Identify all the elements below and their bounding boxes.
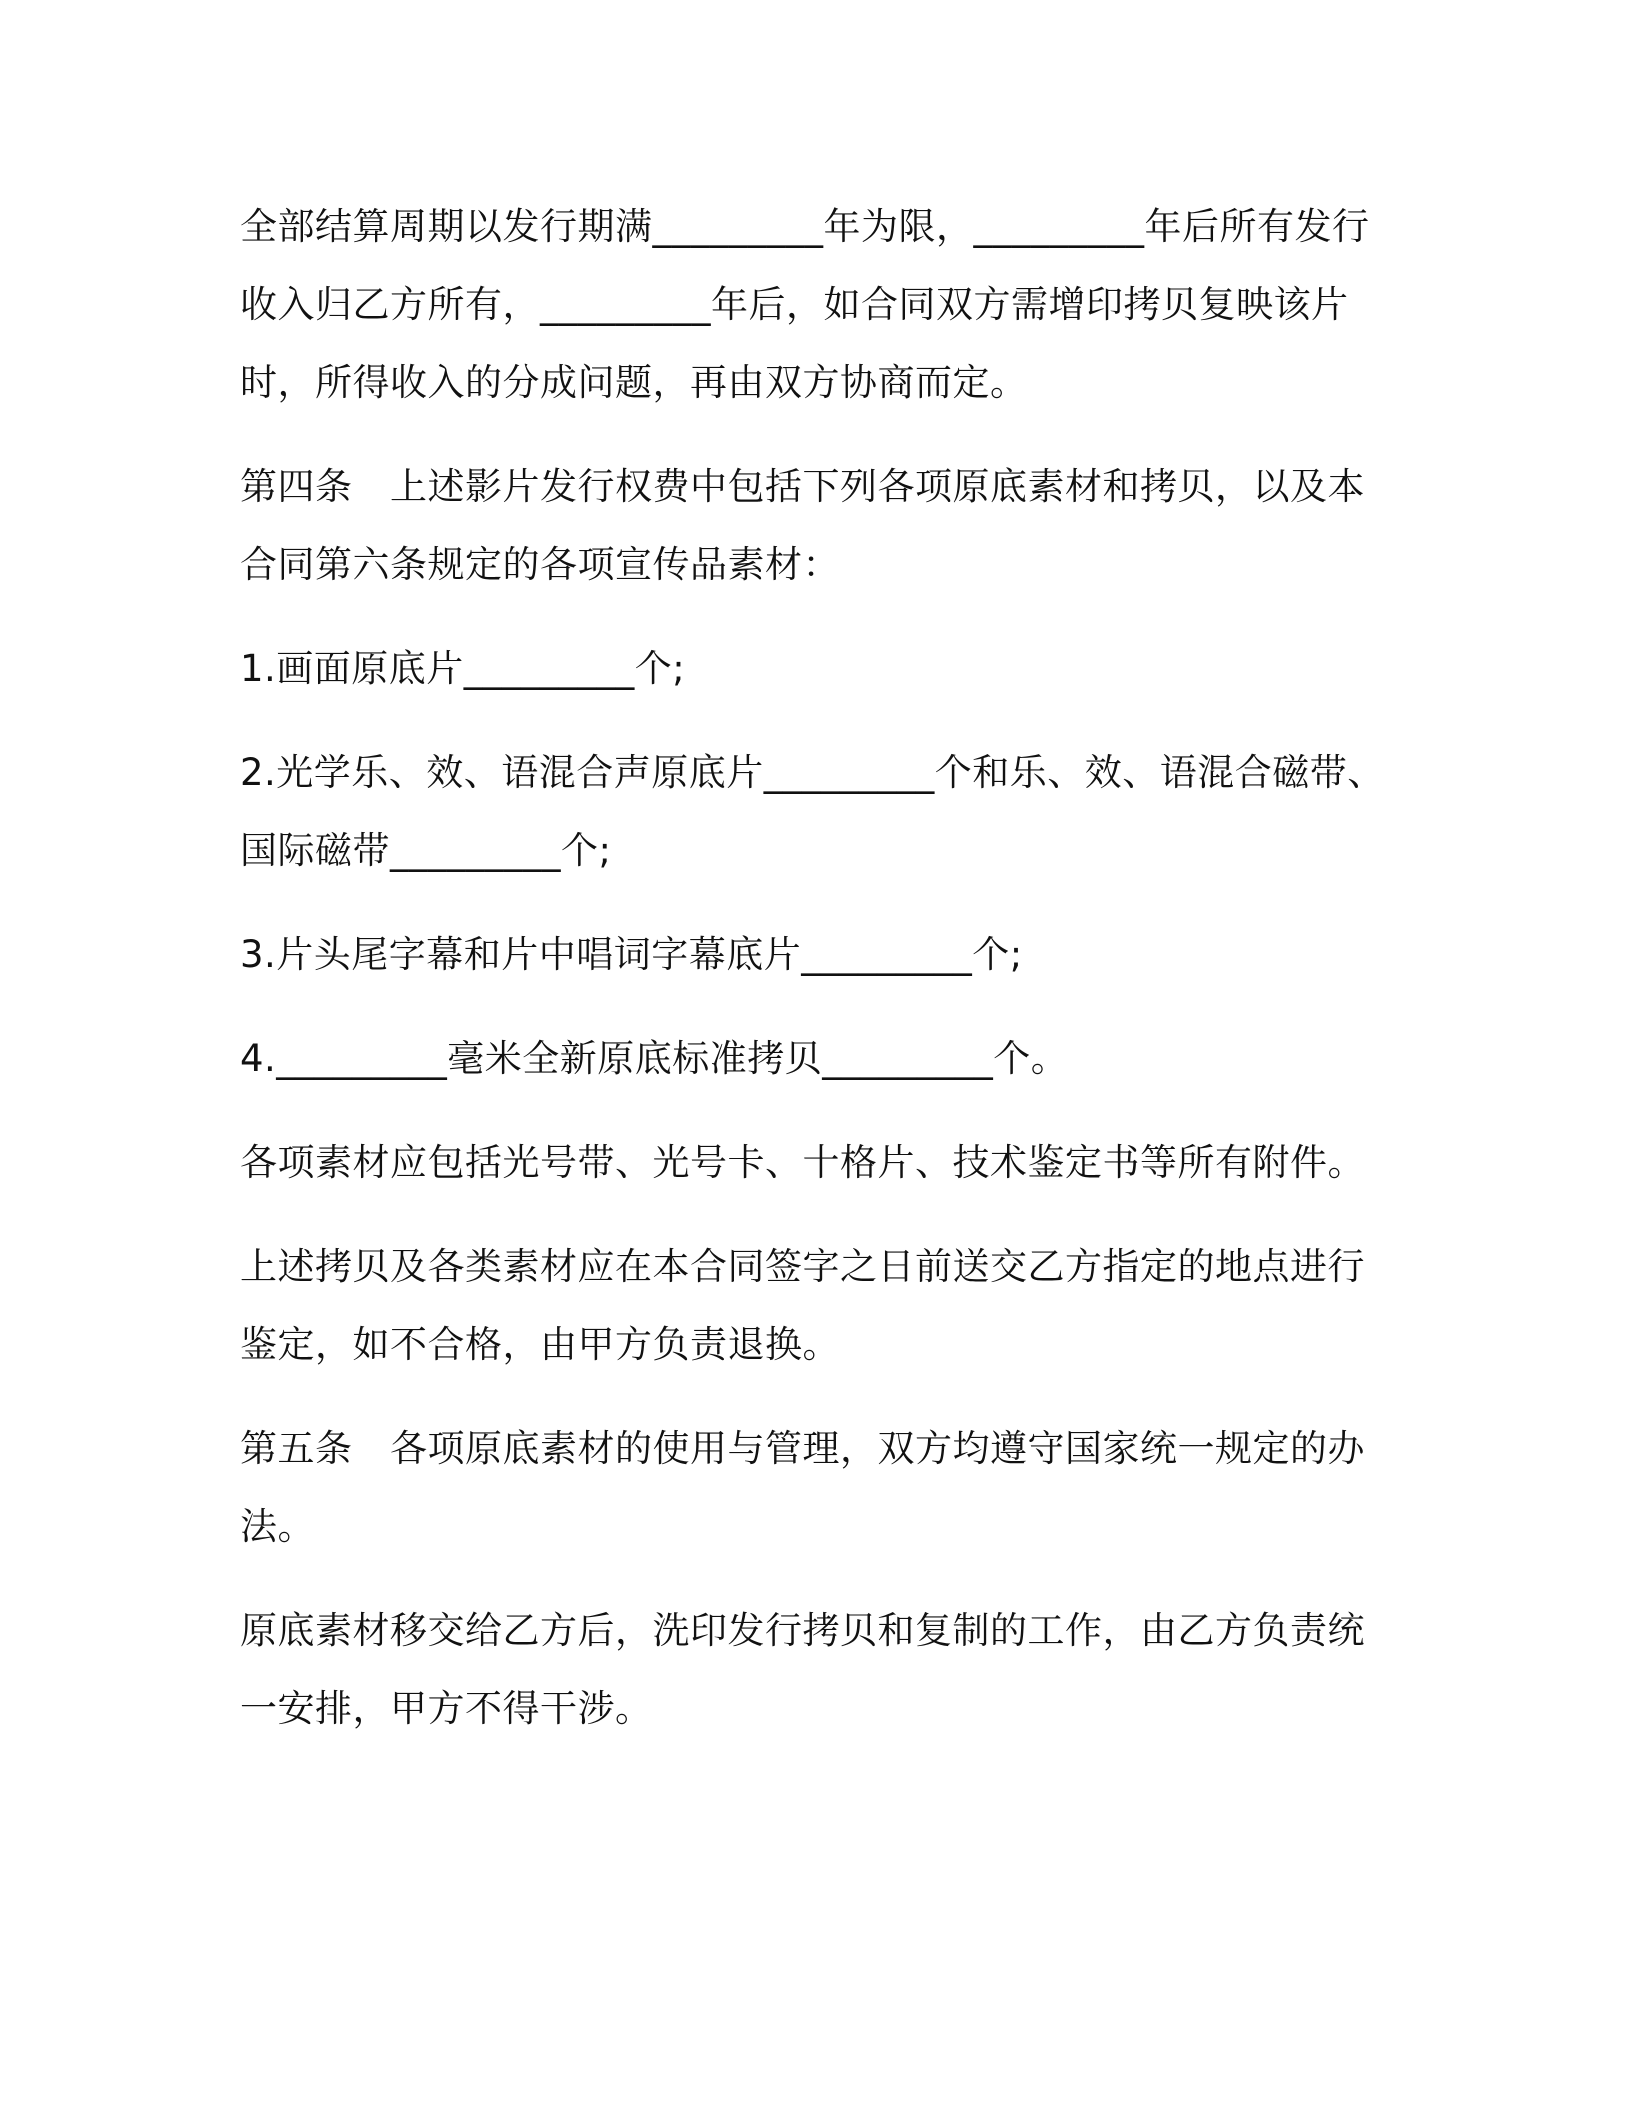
article-five-paragraph: 第五条 各项原底素材的使用与管理，双方均遵守国家统一规定的办法。: [240, 1427, 1365, 1548]
article-four-paragraph: 第四条 上述影片发行权费中包括下列各项原底素材和拷贝，以及本合同第六条规定的各项宣传品素材：: [240, 465, 1365, 586]
materials-attachments-paragraph: 各项素材应包括光号带、光号卡、十格片、技术鉴定书等所有附件。: [240, 1141, 1365, 1184]
document-page: [240, 188, 1390, 1774]
settlement-period-paragraph: 全部结算周期以发行期满_________年为限，_________年后所有发行收入归乙方所有，_________年后，如合同双方需增印拷贝复映该片时，所得收入的分成问题，再由双方协商而定。: [240, 205, 1370, 404]
list-item-standard-copy: 4._________毫米全新原底标准拷贝_________个。: [240, 1037, 1069, 1080]
list-item-subtitle-negative: 3.片头尾字幕和片中唱词字幕底片_________个;: [240, 933, 1023, 976]
list-item-negative: 1.画面原底片_________个;: [240, 647, 686, 690]
list-item-sound-negative: 2.光学乐、效、语混合声原底片_________个和乐、效、语混合磁带、国际磁带_________个;: [240, 751, 1385, 872]
materials-handover-paragraph: 原底素材移交给乙方后，洗印发行拷贝和复制的工作，由乙方负责统一安排，甲方不得干涉。: [240, 1609, 1365, 1730]
copies-delivery-paragraph: 上述拷贝及各类素材应在本合同签字之日前送交乙方指定的地点进行鉴定，如不合格，由甲方负责退换。: [240, 1245, 1365, 1366]
